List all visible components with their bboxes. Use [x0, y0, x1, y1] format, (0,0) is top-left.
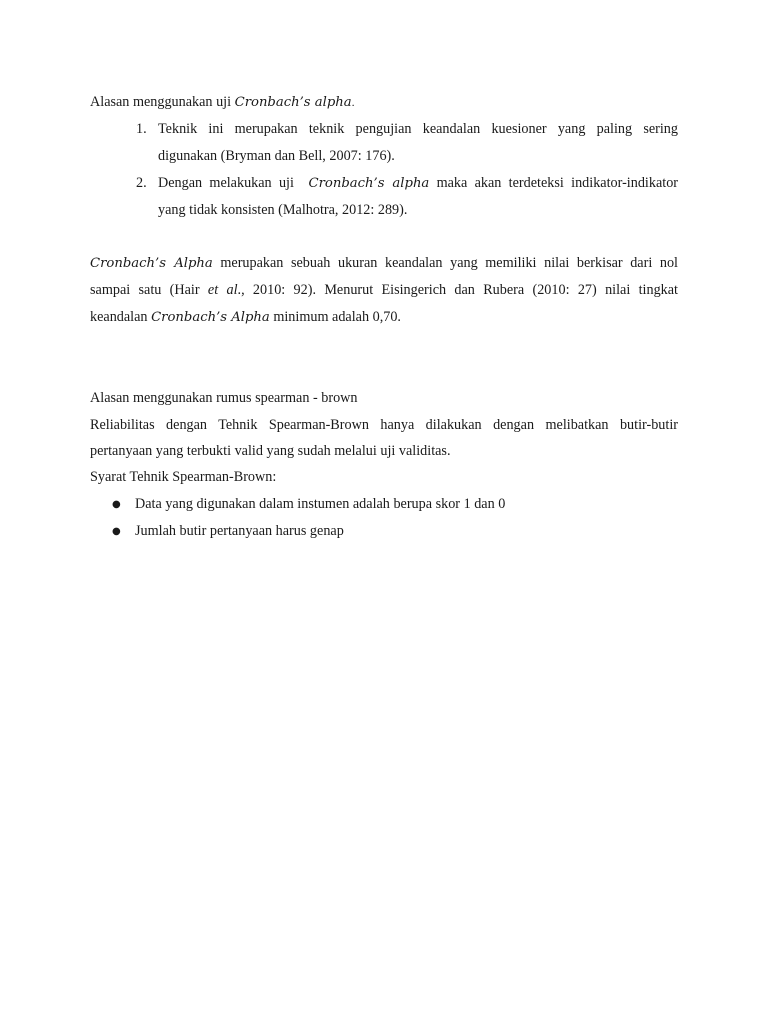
paragraph-line: Reliabilitas dengan Tehnik Spearman-Brown hanya dilakukan dengan melibatkan butir-butir — [90, 417, 678, 433]
item-number: 1. — [136, 121, 147, 137]
item-line: Teknik ini merupakan teknik pengujian keandalan kuesioner yang paling sering — [158, 121, 678, 137]
syarat-heading: Syarat Tehnik Spearman-Brown: — [90, 469, 277, 485]
paragraph-text: sampai satu (Hair — [90, 282, 208, 298]
paragraph-text: ., 2010: 92). Menurut Eisingerich dan Rubera (2010: 27) nilai tingkat — [237, 282, 678, 298]
paragraph-line — [90, 308, 401, 327]
item-line: digunakan (Bryman dan Bell, 2007: 176). — [158, 148, 395, 164]
paragraph-term: Cronbach’s Alpha — [90, 256, 213, 271]
heading-term: Cronbach’s alpha — [234, 95, 352, 110]
bullet-text: Data yang digunakan dalam instumen adalah berupa skor 1 dan 0 — [135, 496, 506, 512]
paragraph-line: pertanyaan yang terbukti valid yang sudah melalui uji validitas. — [90, 443, 451, 459]
item-line — [158, 174, 678, 193]
paragraph-line — [90, 254, 678, 273]
section-heading-spearman: Alasan menggunakan rumus spearman - brown — [90, 390, 358, 406]
paragraph-text: minimum adalah 0,70. — [269, 309, 401, 325]
item-line: yang tidak konsisten (Malhotra, 2012: 289). — [158, 202, 408, 218]
bullet-icon: ● — [112, 499, 121, 510]
heading-prefix: Alasan menggunakan uji — [90, 94, 235, 110]
paragraph-term: Cronbach’s Alpha — [151, 310, 270, 325]
item-line-prefix: Dengan melakukan uji — [158, 175, 309, 191]
section-heading-cronbach — [90, 93, 355, 112]
item-line-term: Cronbach’s alpha — [308, 176, 430, 191]
paragraph-text: keandalan — [90, 309, 152, 325]
heading-suffix: . — [351, 95, 355, 109]
item-line-suffix: maka akan terdeteksi indikator-indikator — [429, 175, 679, 191]
paragraph-line — [90, 281, 678, 299]
item-number: 2. — [136, 175, 147, 191]
bullet-text: Jumlah butir pertanyaan harus genap — [135, 523, 344, 539]
paragraph-etal: et al — [207, 282, 238, 298]
bullet-icon: ● — [112, 526, 121, 537]
paragraph-text: merupakan sebuah ukuran keandalan yang memiliki nilai berkisar dari nol — [212, 255, 679, 271]
